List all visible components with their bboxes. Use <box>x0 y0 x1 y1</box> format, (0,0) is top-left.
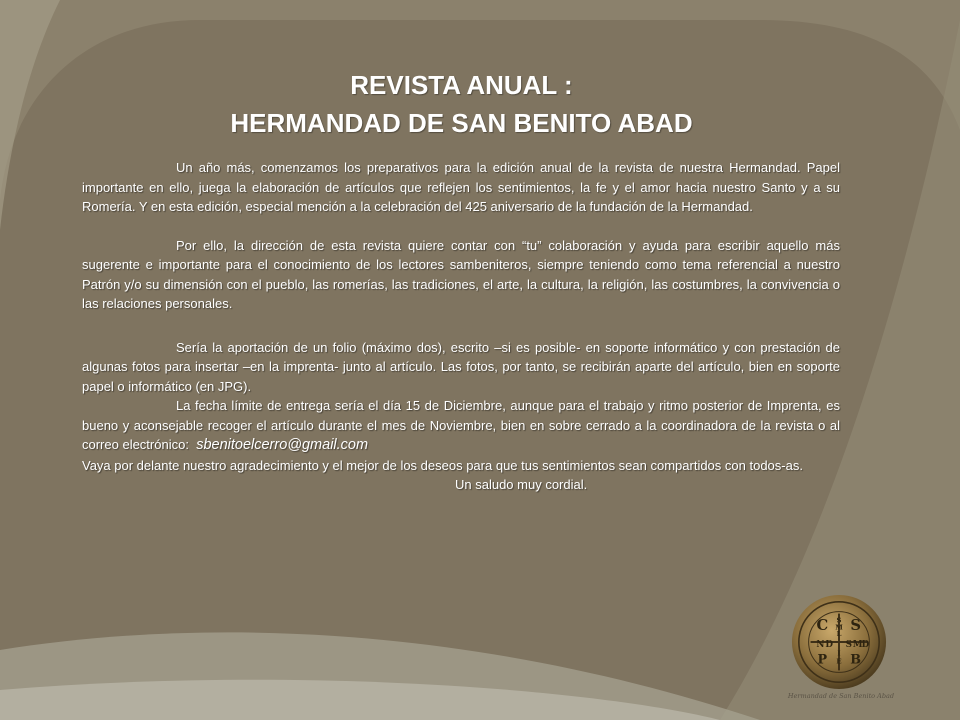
email-address[interactable]: sbenitoelcerro@gmail.com <box>196 437 369 453</box>
seal-letter-top-s: S <box>836 616 842 625</box>
paragraph-4 <box>82 396 840 456</box>
seal-letter-n: N <box>816 639 825 650</box>
closing-line: Un saludo muy cordial. <box>455 477 588 492</box>
seal-letter-i: I <box>837 649 841 658</box>
seal-letter-p: P <box>817 652 828 668</box>
page-title <box>80 66 843 142</box>
seal-letter-e: E <box>836 657 842 666</box>
seal-caption: Hermandad de San Benito Abad <box>787 692 895 700</box>
paragraph-3: Sería la aportación de un folio (máximo dos), escrito –si es posible- en soporte informático y con prestación de algunas fotos para insertar –en la imprenta- junto al artículo. Las fotos, por tanto, se recibirán aparte del artículo, bien en soporte papel o informático (en JPG). <box>82 339 840 394</box>
title-line-1: REVISTA ANUAL : <box>350 70 573 100</box>
seal-letter-mid-d: D <box>861 639 870 650</box>
seal-letter-mid-m: M <box>852 639 863 650</box>
title-line-2: HERMANDAD DE SAN BENITO ABAD <box>230 108 693 138</box>
paragraph-1: Un año más, comenzamos los preparativos para la edición anual de la revista de nuestra Hermandad. Papel importante en ello, juega la elaboración de artículos que reflejen los sentimientos, la fe y el amor hacia nuestro Santo y a su Romería. Y en esta edición, especial mención a la celebración del 425 aniversario de la fundación de la Hermandad. <box>82 160 840 214</box>
body-text <box>82 158 840 495</box>
seal-letter-b: B <box>850 652 862 668</box>
paragraph-4-text: La fecha límite de entrega sería el día 15 de Diciembre, aunque para el trabajo y ritmo posterior de Imprenta, es bueno y aconsejable recoger el artículo durante el mes de Noviembre, bien en sobre cerrado a la coordinadora de la revista o al correo electrónico: <box>82 398 840 452</box>
seal-letter-mid-s: S <box>845 639 852 650</box>
benedict-medal-seal <box>790 593 888 691</box>
seal-letter-s: S <box>850 617 861 635</box>
seal-letter-top-l: L <box>836 630 842 639</box>
seal-letter-d: D <box>825 639 834 650</box>
paragraph-5: Vaya por delante nuestro agradecimiento y el mejor de los deseos para que tus sentimientos sean compartidos con todos-as. <box>82 457 803 473</box>
seal-letter-c: C <box>816 617 829 635</box>
paragraph-2: Por ello, la dirección de esta revista quiere contar con “tu” colaboración y ayuda para escribir aquello más sugerente e importante para el conocimiento de los lectores sambeniteros, siempre teniendo como tema referencial a nuestro Patrón y/o su dimensión con el pueblo, las romerías, las tradiciones, el arte, la cultura, la religión, las costumbres, la convivencia o las relaciones personales. <box>82 237 840 311</box>
seal-letter-top-m: M <box>835 623 843 632</box>
